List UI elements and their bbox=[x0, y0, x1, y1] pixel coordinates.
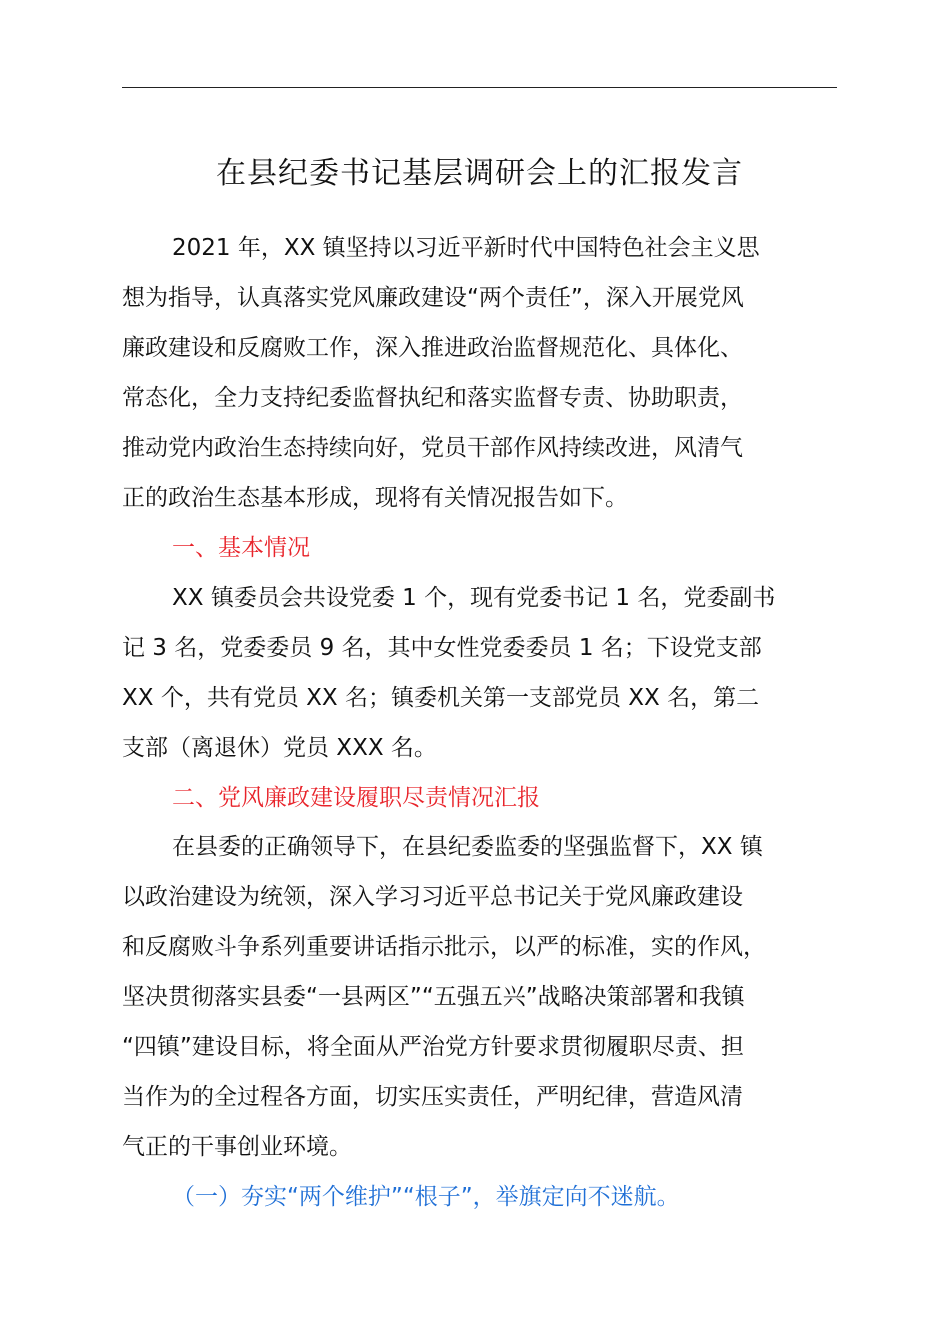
paragraph-line: XX 个，共有党员 XX 名；镇委机关第一支部党员 XX 名，第二 bbox=[122, 685, 760, 711]
paragraph-line: 在县委的正确领导下，在县纪委监委的坚强监督下，XX 镇 bbox=[172, 834, 763, 860]
paragraph-line: 2021 年，XX 镇坚持以习近平新时代中国特色社会主义思 bbox=[172, 235, 760, 261]
paragraph-line: 坚决贯彻落实县委“一县两区”“五强五兴”战略决策部署和我镇 bbox=[122, 984, 745, 1010]
header-rule bbox=[122, 87, 837, 88]
paragraph-line: 气正的干事创业环境。 bbox=[122, 1134, 352, 1160]
paragraph-line: 记 3 名，党委委员 9 名，其中女性党委委员 1 名；下设党支部 bbox=[122, 635, 762, 661]
paragraph-line: 当作为的全过程各方面，切实压实责任，严明纪律，营造风清 bbox=[122, 1084, 743, 1110]
subsection-heading: （一）夯实“两个维护”“根子”，举旗定向不迷航。 bbox=[172, 1184, 680, 1210]
document-title: 在县纪委书记基层调研会上的汇报发言 bbox=[216, 156, 743, 191]
paragraph-line: 想为指导，认真落实党风廉政建设“两个责任”，深入开展党风 bbox=[122, 285, 744, 311]
paragraph-line: 推动党内政治生态持续向好，党员干部作风持续改进，风清气 bbox=[122, 435, 743, 461]
paragraph-line: 和反腐败斗争系列重要讲话指示批示，以严的标准，实的作风， bbox=[122, 934, 766, 960]
paragraph-line: 正的政治生态基本形成，现将有关情况报告如下。 bbox=[122, 485, 628, 511]
paragraph-line: 以政治建设为统领，深入学习习近平总书记关于党风廉政建设 bbox=[122, 884, 743, 910]
paragraph-line: XX 镇委员会共设党委 1 个，现有党委书记 1 名，党委副书 bbox=[172, 585, 776, 611]
paragraph-line: “四镇”建设目标，将全面从严治党方针要求贯彻履职尽责、担 bbox=[122, 1034, 744, 1060]
section-heading-1: 一、基本情况 bbox=[172, 535, 310, 561]
section-heading-2: 二、党风廉政建设履职尽责情况汇报 bbox=[172, 785, 540, 811]
paragraph-line: 常态化，全力支持纪委监督执纪和落实监督专责、协助职责， bbox=[122, 385, 743, 411]
paragraph-line: 支部（离退休）党员 XXX 名。 bbox=[122, 735, 437, 761]
paragraph-line: 廉政建设和反腐败工作，深入推进政治监督规范化、具体化、 bbox=[122, 335, 743, 361]
